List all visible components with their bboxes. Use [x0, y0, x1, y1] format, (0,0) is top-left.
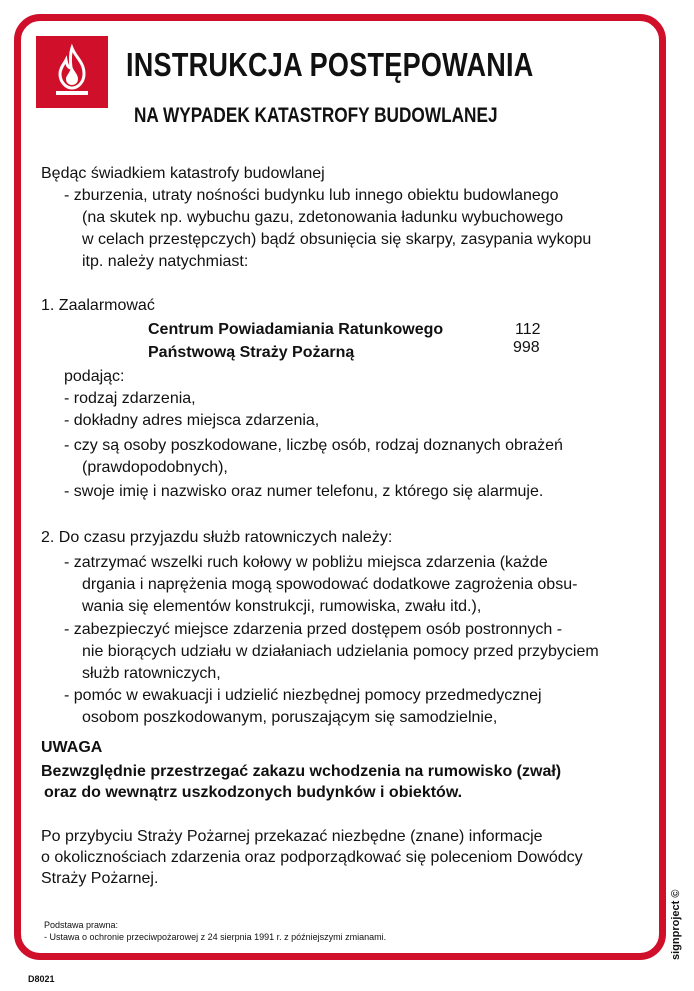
list-item: - zabezpieczyć miejsce zdarzenia przed dostępem osób postronnych -	[64, 621, 563, 638]
intro-line: Będąc świadkiem katastrofy budowlanej	[41, 165, 325, 182]
list-item: - dokładny adres miejsca zdarzenia,	[64, 412, 320, 429]
list-item: służb ratowniczych,	[82, 665, 221, 682]
contact-number: 112	[515, 321, 541, 338]
list-item: (prawdopodobnych),	[82, 459, 228, 476]
closing-text: o okolicznościach zdarzenia oraz podporządkować się poleceniom Dowódcy	[41, 849, 583, 866]
warning-text: oraz do wewnątrz uszkodzonych budynków i obiektów.	[44, 784, 463, 801]
intro-line: itp. należy natychmiast:	[82, 253, 249, 270]
closing-text: Straży Pożarnej.	[41, 870, 159, 887]
list-item: wania się elementów konstrukcji, rumowiska, zwału itd.),	[82, 598, 482, 615]
page-title: INSTRUKCJA POSTĘPOWANIA	[126, 46, 534, 83]
list-item: drgania i naprężenia mogą spowodować dodatkowe zagrożenia obsu-	[82, 576, 578, 593]
closing-text: Po przybyciu Straży Pożarnej przekazać niezbędne (znane) informacje	[41, 828, 543, 845]
intro-line: - zburzenia, utraty nośności budynku lub innego obiektu budowlanego	[64, 187, 559, 204]
list-item: - zatrzymać wszelki ruch kołowy w pobliżu miejsca zdarzenia (każde	[64, 554, 548, 571]
contact-name: Państwową Straży Pożarną	[148, 344, 355, 361]
legal-label: Podstawa prawna:	[44, 920, 119, 930]
legal-text: - Ustawa o ochronie przeciwpożarowej z 24 sierpnia 1991 r. z późniejszymi zmianami.	[44, 932, 387, 942]
brand-mark: signproject ©	[670, 889, 682, 960]
fire-logo	[36, 36, 108, 108]
list-item: nie biorących udziału w działaniach udzielania pomocy przed przybyciem	[82, 643, 599, 660]
intro-line: (na skutek np. wybuchu gazu, zdetonowania ładunku wybuchowego	[82, 209, 564, 226]
section1-heading: 1. Zaalarmować	[41, 297, 155, 314]
contact-number: 998	[513, 339, 540, 356]
list-item: - pomóc w ewakuacji i udzielić niezbędnej pomocy przedmedycznej	[64, 687, 542, 704]
section2-heading: 2. Do czasu przyjazdu służb ratowniczych należy:	[41, 529, 393, 546]
list-item: - rodzaj zdarzenia,	[64, 390, 196, 407]
warning-heading: UWAGA	[41, 739, 103, 756]
list-item: - swoje imię i nazwisko oraz numer telefonu, z którego się alarmuje.	[64, 483, 544, 500]
warning-text: Bezwzględnie przestrzegać zakazu wchodzenia na rumowisko (zwał)	[41, 763, 562, 780]
product-code: D8021	[28, 974, 55, 984]
podajac-label: podając:	[64, 368, 125, 385]
list-item: osobom poszkodowanym, poruszającym się samodzielnie,	[82, 709, 498, 726]
fire-icon	[36, 36, 108, 108]
intro-line: w celach przestępczych) bądź obsunięcia się skarpy, zasypania wykopu	[82, 231, 592, 248]
page-subtitle: NA WYPADEK KATASTROFY BUDOWLANEJ	[134, 104, 498, 127]
list-item: - czy są osoby poszkodowane, liczbę osób, rodzaj doznanych obrażeń	[64, 437, 563, 454]
contact-name: Centrum Powiadamiania Ratunkowego	[148, 321, 444, 338]
